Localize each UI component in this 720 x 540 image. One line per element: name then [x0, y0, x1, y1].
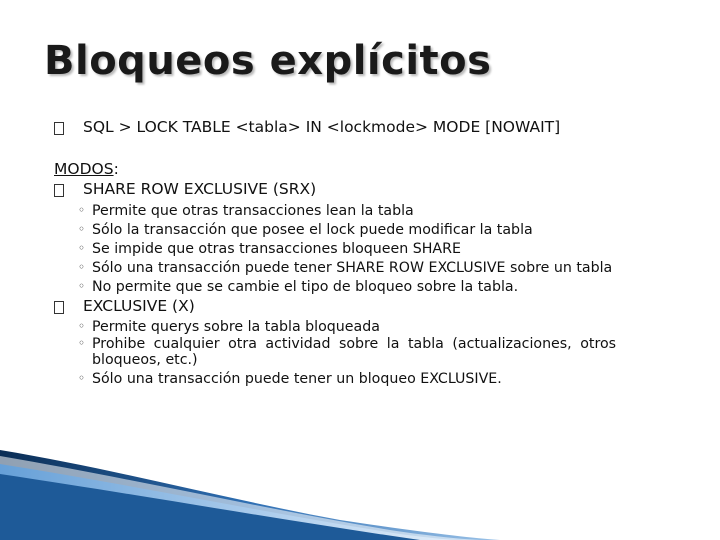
square-bullet-icon [54, 184, 64, 197]
x-heading: EXCLUSIVE (X) [83, 297, 195, 315]
syntax-text: SQL > LOCK TABLE <tabla> IN <lockmode> MODE [NOWAIT] [83, 118, 561, 136]
x-item-text: bloqueos, etc.) [92, 352, 198, 368]
slide-title: Bloqueos explícitos [44, 38, 492, 84]
x-item-text: Prohibe cualquier otra actividad sobre la tabla (actualizaciones, otros [92, 336, 617, 352]
srx-item-text: No permite que se cambie el tipo de bloqueo sobre la tabla. [92, 279, 519, 295]
srx-item-text: Sólo una transacción puede tener SHARE ROW EXCLUSIVE sobre un tabla [92, 260, 613, 276]
circle-bullet-icon: ◦ [78, 241, 86, 255]
square-bullet-icon [54, 122, 64, 135]
circle-bullet-icon: ◦ [78, 222, 86, 236]
modos-label: MODOS [54, 160, 114, 178]
srx-item-text: Se impide que otras transacciones bloqueen SHARE [92, 241, 461, 257]
srx-item-text: Permite que otras transacciones lean la tabla [92, 203, 414, 219]
x-item-text: Sólo una transacción puede tener un bloqueo EXCLUSIVE. [92, 371, 502, 387]
srx-item-text: Sólo la transacción que posee el lock puede modificar la tabla [92, 222, 533, 238]
srx-heading: SHARE ROW EXCLUSIVE (SRX) [83, 180, 317, 198]
circle-bullet-icon: ◦ [78, 336, 86, 350]
circle-bullet-icon: ◦ [78, 319, 86, 333]
circle-bullet-icon: ◦ [78, 260, 86, 274]
decorative-wave-graphic [0, 450, 720, 540]
circle-bullet-icon: ◦ [78, 279, 86, 293]
x-item-text: Permite querys sobre la tabla bloqueada [92, 319, 380, 335]
square-bullet-icon [54, 301, 64, 314]
circle-bullet-icon: ◦ [78, 371, 86, 385]
circle-bullet-icon: ◦ [78, 203, 86, 217]
modos-colon: : [113, 160, 119, 178]
modos-heading [54, 160, 119, 178]
